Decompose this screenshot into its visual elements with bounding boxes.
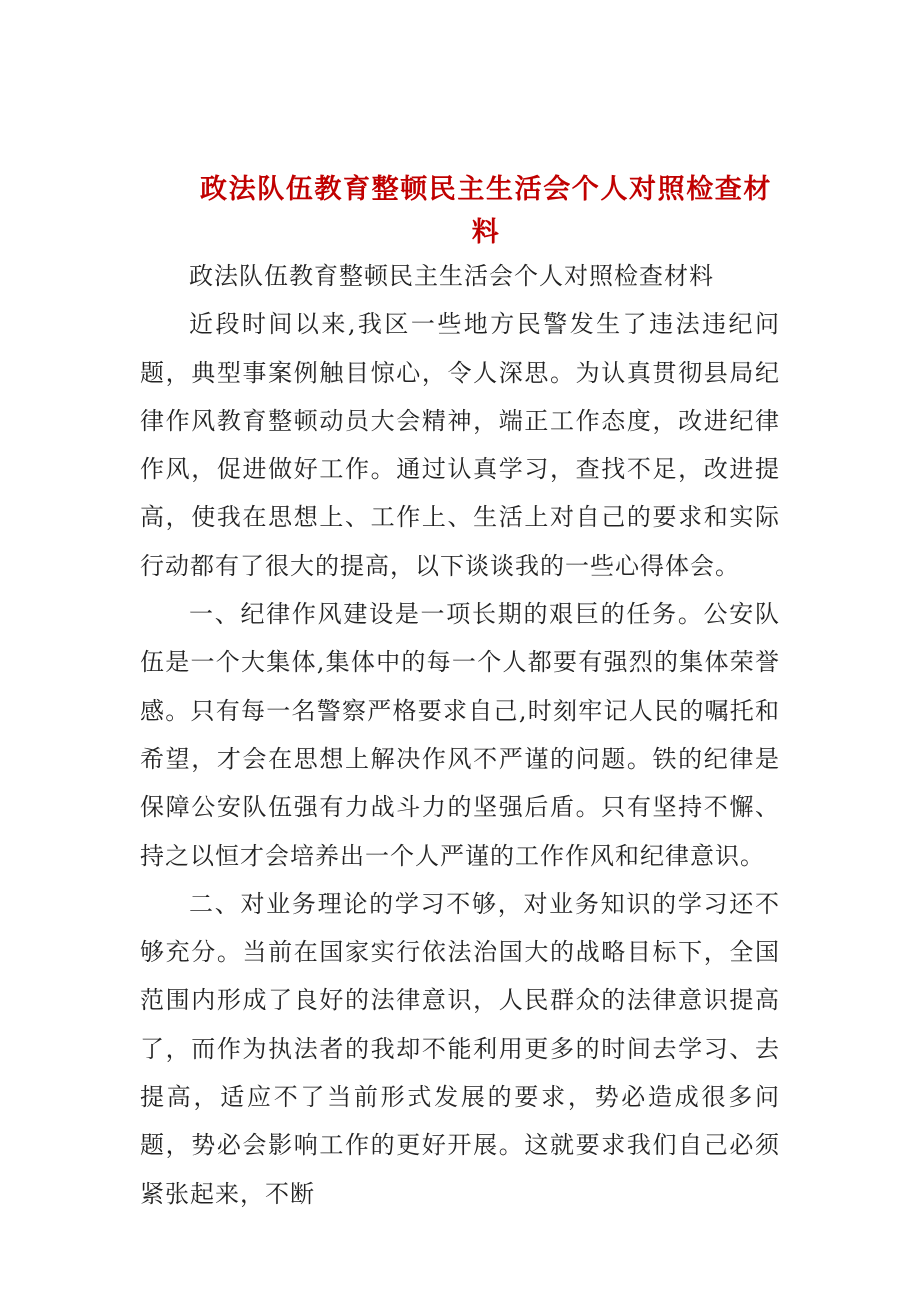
subtitle-paragraph: 政法队伍教育整顿民主生活会个人对照检查材料 (189, 262, 714, 290)
section-two-paragraph: 二、对业务理论的学习不够，对业务知识的学习还不够充分。当前在国家实行依法治国大的战略目标下，全国范围内形成了良好的法律意识，人民群众的法律意识提高了，而作为执法者的我却不能利用更多的时间去学习、去提高，适应不了当前形式发展的要求，势必造成很多问题，势必会影响工作的更好开展。这就要求我们自己必须紧张起来，不断 (140, 889, 780, 1208)
document-title: 政法队伍教育整顿民主生活会个人对照检查材料 (200, 174, 772, 248)
document-body (140, 252, 780, 1218)
section-one-paragraph: 一、纪律作风建设是一项长期的艰巨的任务。公安队伍是一个大集体,集体中的每一个人都要有强烈的集体荣誉感。只有每一名警察严格要求自己,时刻牢记人民的嘱托和希望，才会在思想上解决作风不严谨的问题。铁的纪律是保障公安队伍强有力战斗力的坚强后盾。只有坚持不懈、持之以恒才会培养出一个人严谨的工作作风和纪律意识。 (140, 600, 780, 870)
intro-paragraph: 近段时间以来,我区一些地方民警发生了违法违纪问题，典型事案例触目惊心，令人深思。为认真贯彻县局纪律作风教育整顿动员大会精神，端正工作态度，改进纪律作风，促进做好工作。通过认真学习，查找不足，改进提高，使我在思想上、工作上、生活上对自己的要求和实际行动都有了很大的提高，以下谈谈我的一些心得体会。 (140, 310, 780, 580)
